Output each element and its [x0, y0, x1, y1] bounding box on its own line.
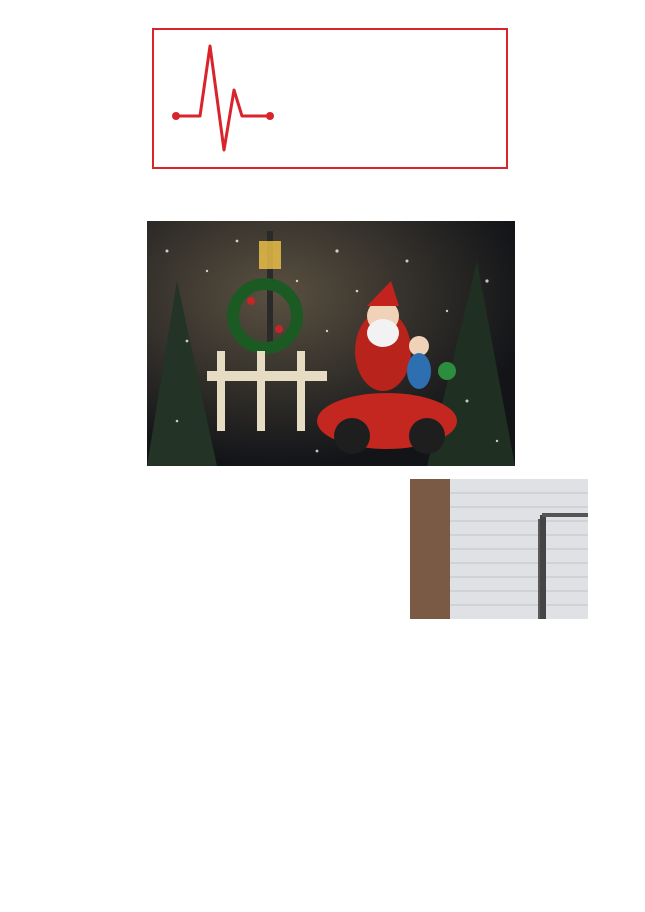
heartbeat-logo-icon: [170, 42, 278, 154]
aed-cabinet-photo: [410, 479, 588, 619]
christmas-photo: [147, 221, 515, 466]
